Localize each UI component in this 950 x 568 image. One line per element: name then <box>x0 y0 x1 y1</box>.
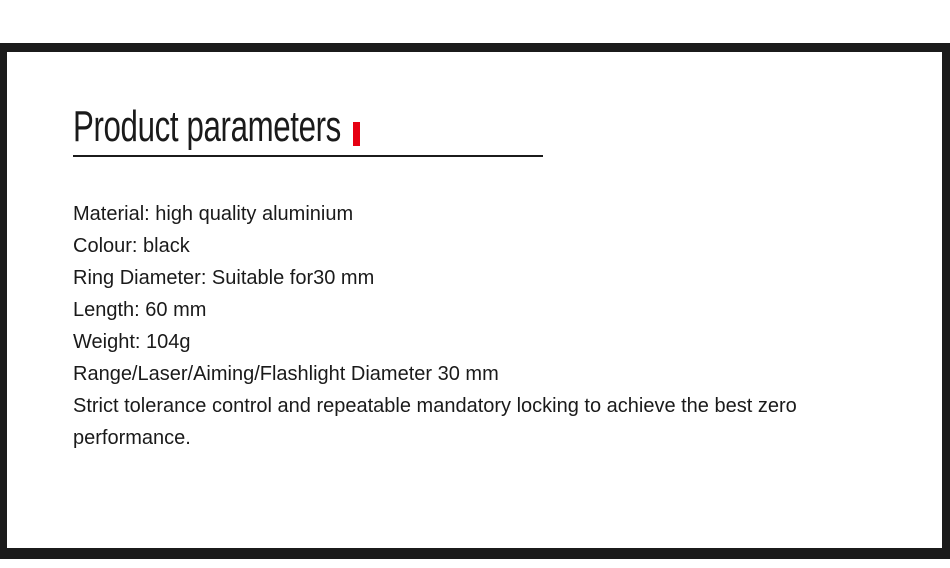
spec-line-range: Range/Laser/Aiming/Flashlight Diameter 30 mm <box>73 363 499 385</box>
spec-line-colour: Colour: black <box>73 235 190 257</box>
red-bar-icon <box>353 122 360 146</box>
page-title: Product parameters <box>73 102 341 151</box>
spec-line-material: Material: high quality aluminium <box>73 203 354 225</box>
spec-line-ring-diameter: Ring Diameter: Suitable for30 mm <box>73 267 375 289</box>
spec-note: Strict tolerance control and repeatable mandatory locking to achieve the best zero performance. <box>73 395 797 449</box>
spec-line-weight: Weight: 104g <box>73 331 191 353</box>
title-underline <box>73 155 543 157</box>
spec-list <box>73 198 903 454</box>
spec-line-length: Length: 60 mm <box>73 299 207 321</box>
